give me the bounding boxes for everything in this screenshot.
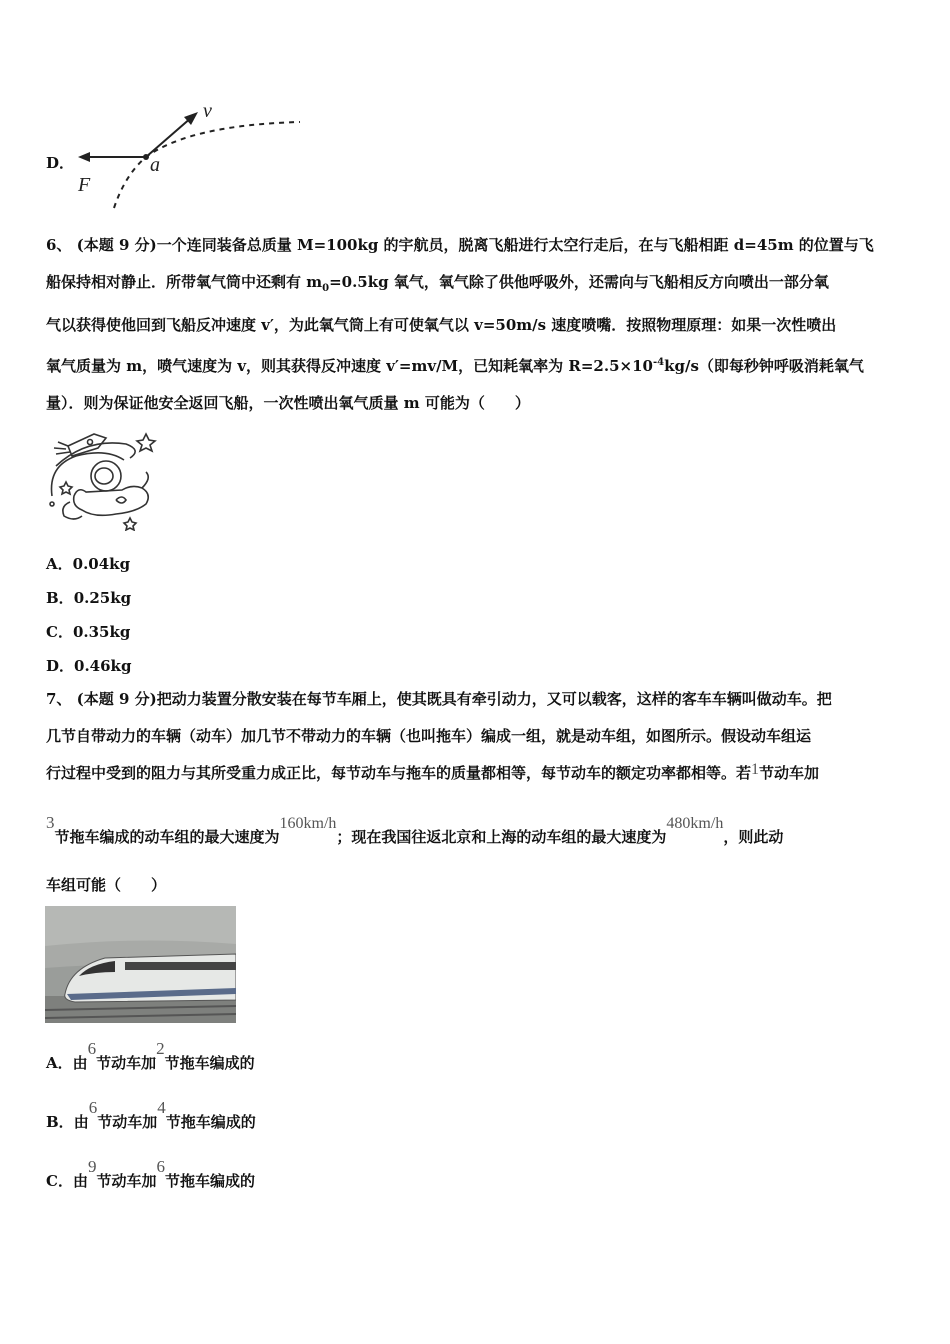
q7-number: 7、 — [46, 690, 72, 708]
force-diagram — [70, 95, 310, 215]
velocity-arrow-line — [146, 117, 192, 157]
q7-line-5: 车组可能（ ） — [46, 876, 167, 894]
q6-option-c: C．0.35kg — [46, 623, 131, 641]
force-arrowhead — [78, 152, 90, 162]
q6-line-5: 量）．则为保证他安全返回飞船，一次性喷出氧气质量 m 可能为（ ） — [46, 394, 530, 412]
q6-line-4: 氧气质量为 m，喷气速度为 v，则其获得反冲速度 v′=mv/M，已知耗氧率为 $R=2.5\times 10^{-4}kg/s$（即每秒钟呼吸消耗氧气 — [46, 357, 864, 375]
q7-line-1: 7、 (本题 9 分)把动力装置分散安装在每节车厢上，使其既具有牵引动力，又可以载客，这样的客车车辆叫做动车。把 — [46, 690, 832, 708]
q6-number: 6、 — [46, 236, 72, 254]
q7-option-a: A．由6节动车加2节拖车编成的 — [46, 1039, 255, 1072]
star-3 — [124, 518, 136, 530]
q7-text — [46, 681, 908, 792]
trajectory-curve — [114, 122, 300, 208]
suit-body — [74, 486, 149, 515]
q6-line-3: 气以获得使他回到飞船反冲速度 v′，为此氧气筒上有可使氧气以 v=50m/s 速度喷嘴．按照物理原理：如果一次性喷出 — [46, 316, 837, 334]
q7-option-b: B．由6节动车加4节拖车编成的 — [46, 1098, 256, 1131]
a-label: a — [150, 154, 160, 176]
astronaut-illustration — [46, 426, 161, 531]
q6-option-a: A．0.04kg — [46, 555, 131, 573]
q6-option-b: B．0.25kg — [46, 589, 132, 607]
point-a — [143, 154, 149, 160]
q6-text — [46, 227, 908, 422]
train-photo — [45, 906, 236, 1023]
q6-line-2: 船保持相对静止．所带氧气筒中还剩有 $m_0=0.5kg$ 氧气，氧气除了供他呼吸外，还需向与飞船相反方向喷出一部分氧 — [46, 273, 829, 294]
q5-option-d-label: D． — [46, 154, 75, 172]
star-1 — [137, 434, 155, 451]
q7-line-4: 3节拖车编成的动车组的最大速度为160km/h；现在我国往返北京和上海的动车组的最大速度为480km/h，则此动 — [46, 813, 784, 846]
F-label: F — [78, 174, 91, 196]
q7-line-2: 几节自带动力的车辆（动车）加几节不带动力的车辆（也叫拖车）编成一组，就是动车组，如图所示。假设动车组运 — [46, 727, 812, 745]
v-label: v — [203, 100, 212, 122]
q7-option-c: C．由9节动车加6节拖车编成的 — [46, 1157, 255, 1190]
q6-option-d: D．0.46kg — [46, 657, 132, 675]
q6-line-1: 6、 (本题 9 分)一个连同装备总质量 M=100kg 的宇航员，脱离飞船进行太空行走后，在与飞船相距 d=45m 的位置与飞 — [46, 236, 874, 254]
q7-line-3: 行过程中受到的阻力与其所受重力成正比，每节动车与拖车的质量都相等，每节动车的额定功率都相等。若1节动车加 — [46, 761, 820, 782]
star-2 — [60, 482, 72, 494]
